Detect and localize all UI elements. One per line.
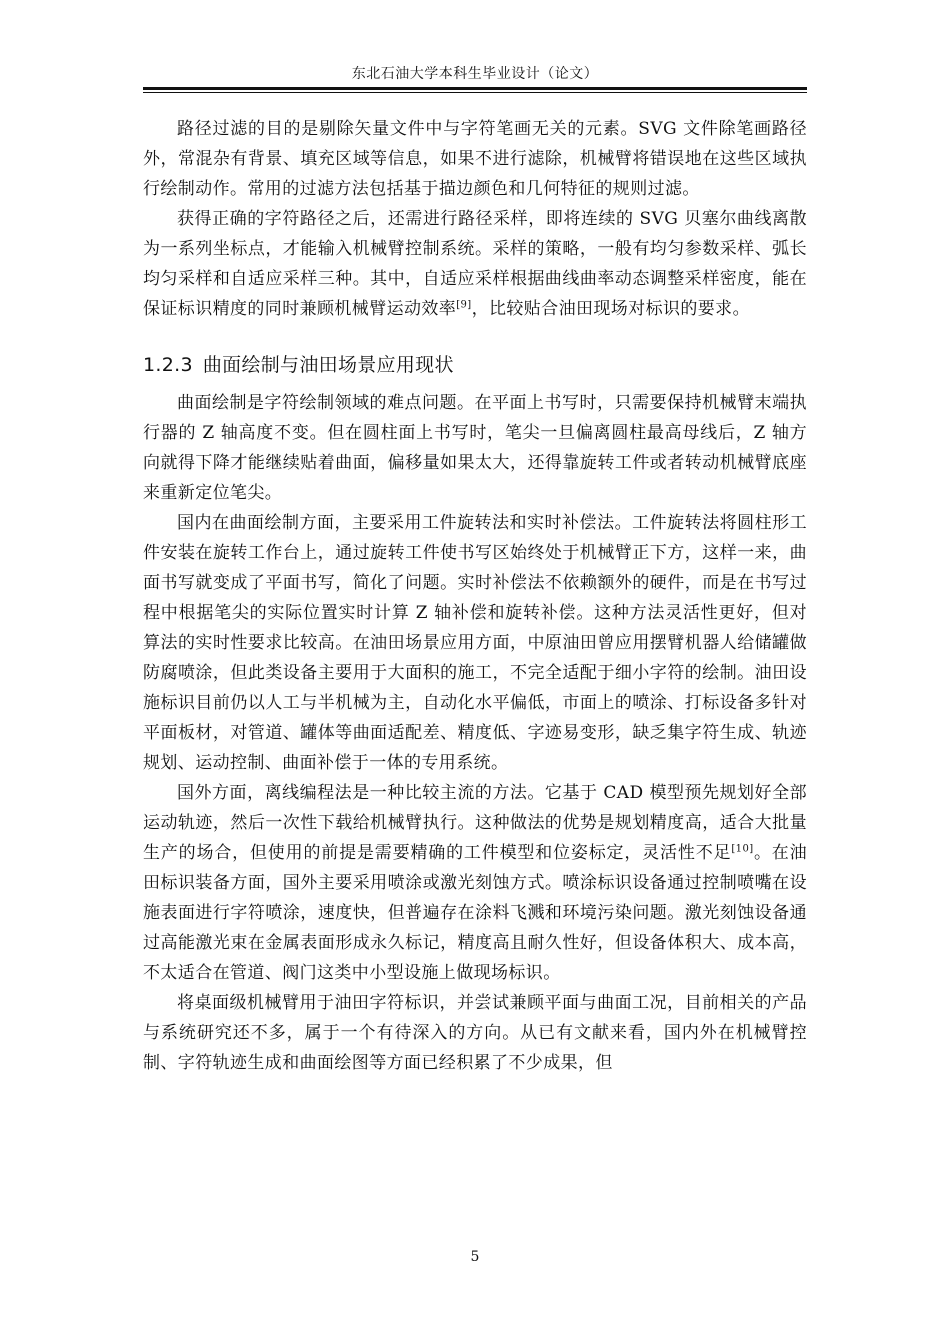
header-rule-thick xyxy=(143,87,807,90)
header-rule-thin xyxy=(143,92,807,93)
paragraph: 国内在曲面绘制方面，主要采用工件旋转法和实时补偿法。工件旋转法将圆柱形工件安装在旋转工作台上，通过旋转工件使书写区始终处于机械臂正下方，这样一来，曲面书写就变成了平面书写，简化了问题。实时补偿法不依赖额外的硬件，而是在书写过程中根据笔尖的实际位置实时计算 Z 轴补偿和旋转补偿。这种方法灵活性更好，但对算法的实时性要求比较高。在油田场景应用方面，中原油田曾应用摆臂机器人给储罐做防腐喷涂，但此类设备主要用于大面积的施工，不完全适配于细小字符的绘制。油田设施标识目前仍以人工与半机械为主，自动化水平偏低，市面上的喷涂、打标设备多针对平面板材，对管道、罐体等曲面适配差、精度低、字迹易变形，缺乏集字符生成、轨迹规划、运动控制、曲面补偿于一体的专用系统。 xyxy=(143,513,807,773)
paragraph: 将桌面级机械臂用于油田字符标识，并尝试兼顾平面与曲面工况，目前相关的产品与系统研究还不多，属于一个有待深入的方向。从已有文献来看，国内外在机械臂控制、字符轨迹生成和曲面绘图等方面已经积累了不少成果，但 xyxy=(143,993,807,1073)
paragraph: 曲面绘制是字符绘制领域的难点问题。在平面上书写时，只需要保持机械臂末端执行器的 Z 轴高度不变。但在圆柱面上书写时，笔尖一旦偏离圆柱最高母线后，Z 轴方向就得下降才能继续贴着曲面，偏移量如果太大，还得靠旋转工件或者转动机械臂底座来重新定位笔尖。 xyxy=(143,393,807,503)
citation: [9] xyxy=(456,299,472,311)
section-title: 曲面绘制与油田场景应用现状 xyxy=(202,354,454,376)
section-number: 1.2.3 xyxy=(143,354,193,376)
paragraph: 获得正确的字符路径之后，还需进行路径采样，即将连续的 SVG 贝塞尔曲线离散为一系列坐标点，才能输入机械臂控制系统。采样的策略，一般有均匀参数采样、弧长均匀采样和自适应采样三种。其中，自适应采样根据曲线曲率动态调整采样密度，能在保证标识精度的同时兼顾机械臂运动效率[9]，比较贴合油田现场对标识的要求。 xyxy=(143,209,807,319)
citation: [10] xyxy=(731,843,754,855)
header-title: 东北石油大学本科生毕业设计（论文） xyxy=(351,66,599,82)
page-header xyxy=(143,64,807,84)
page-number: 5 xyxy=(470,1249,480,1265)
paragraph: 路径过滤的目的是剔除矢量文件中与字符笔画无关的元素。SVG 文件除笔画路径外，常混杂有背景、填充区域等信息，如果不进行滤除，机械臂将错误地在这些区域执行绘制动作。常用的过滤方法包括基于描边颜色和几何特征的规则过滤。 xyxy=(143,119,807,199)
section-heading xyxy=(143,350,807,380)
page-body xyxy=(143,114,807,1078)
paragraph: 国外方面，离线编程法是一种比较主流的方法。它基于 CAD 模型预先规划好全部运动轨迹，然后一次性下载给机械臂执行。这种做法的优势是规划精度高，适合大批量生产的场合，但使用的前提是需要精确的工件模型和位姿标定，灵活性不足[10]。在油田标识装备方面，国外主要采用喷涂或激光刻蚀方式。喷涂标识设备通过控制喷嘴在设施表面进行字符喷涂，速度快，但普遍存在涂料飞溅和环境污染问题。激光刻蚀设备通过高能激光束在金属表面形成永久标记，精度高且耐久性好，但设备体积大、成本高，不太适合在管道、阀门这类中小型设施上做现场标识。 xyxy=(143,783,808,983)
